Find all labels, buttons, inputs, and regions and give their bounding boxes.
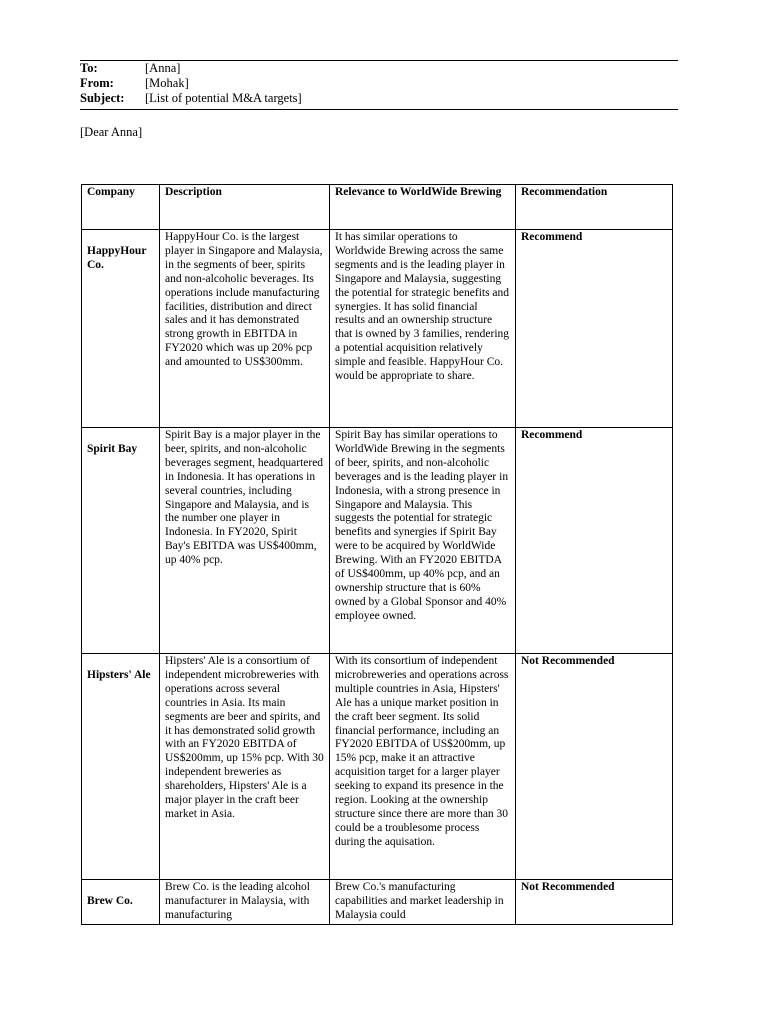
recommendation-cell: Recommend (516, 428, 673, 654)
memo-header (80, 61, 302, 106)
targets-table (81, 184, 673, 925)
memo-from-row (80, 76, 302, 91)
table-header-row (82, 185, 673, 230)
header-bottom-rule (80, 109, 678, 110)
company-name: Brew Co. (87, 895, 133, 907)
company-cell (82, 230, 160, 428)
recommendation-cell: Not Recommended (516, 654, 673, 880)
relevance-cell: Brew Co.'s manufacturing capabilities and market leadership in Malaysia could (330, 880, 516, 925)
company-cell (82, 654, 160, 880)
greeting: [Dear Anna] (80, 125, 143, 139)
memo-to-label: To: (80, 61, 98, 75)
company-cell (82, 428, 160, 654)
table-row (82, 428, 673, 654)
recommendation-cell: Not Recommended (516, 880, 673, 925)
memo-subject-value: [List of potential M&A targets] (145, 91, 302, 105)
company-name: HappyHour Co. (87, 245, 147, 271)
column-header-relevance: Relevance to WorldWide Brewing (330, 185, 516, 230)
company-cell (82, 880, 160, 925)
table-row (82, 654, 673, 880)
column-header-company: Company (82, 185, 160, 230)
table-row (82, 880, 673, 925)
description-cell: Hipsters' Ale is a consortium of independent microbreweries with operations across several countries in Asia. Its main segments are beer and spirits, and it has demonstrated solid growth with an FY2020 EBITDA of US$200mm, up 15% pcp. With 30 independent breweries as shareholders, Hipsters' Ale is a major player in the craft beer market in Asia. (160, 654, 330, 880)
relevance-cell: With its consortium of independent microbreweries and operations across multiple countries in Asia, Hipsters' Ale has a unique market position in the craft beer segment. Its solid financial performance, including an FY2020 EBITDA of US$200mm, up 15% pcp, make it an attractive acquisition target for a larger player seeking to expand its presence in the region. Looking at the ownership structure since there are more than 30 could be a troublesome process during the aquisation. (330, 654, 516, 880)
description-cell: HappyHour Co. is the largest player in Singapore and Malaysia, in the segments of beer, spirits and non-alcoholic beverages. Its operations include manufacturing facilities, distribution and direct sales and it has demonstrated strong growth in EBITDA in FY2020 which was up 20% pcp and amounted to US$300mm. (160, 230, 330, 428)
memo-to-row (80, 61, 302, 76)
memo-from-label: From: (80, 76, 114, 90)
company-name: Hipsters' Ale (87, 669, 151, 681)
description-cell: Brew Co. is the leading alcohol manufacturer in Malaysia, with manufacturing (160, 880, 330, 925)
memo-to-value: [Anna] (145, 61, 181, 75)
column-header-recommendation: Recommendation (516, 185, 673, 230)
company-name: Spirit Bay (87, 443, 138, 455)
relevance-cell: Spirit Bay has similar operations to WorldWide Brewing in the segments of beer, spirits, and non-alcoholic beverages and is the leading player in Indonesia, with a strong presence in Singapore and Malaysia. This suggests the potential for strategic benefits and synergies if Spirit Bay were to be acquired by WorldWide Brewing. With an FY2020 EBITDA of US$400mm, up 40% pcp, and an ownership structure that is 60% owned by a Global Sponsor and 40% employee owned. (330, 428, 516, 654)
column-header-description: Description (160, 185, 330, 230)
table-row (82, 230, 673, 428)
memo-from-value: [Mohak] (145, 76, 189, 90)
relevance-cell: It has similar operations to Worldwide Brewing across the same segments and is the leading player in Singapore and Malaysia, suggesting the potential for strategic benefits and synergies. It has solid financial results and an ownership structure that is owned by 3 families, rendering a potential acquisition relatively simple and feasible. HappyHour Co. would be appropriate to share. (330, 230, 516, 428)
memo-subject-label: Subject: (80, 91, 125, 105)
description-cell: Spirit Bay is a major player in the beer, spirits, and non-alcoholic beverages segment, headquartered in Indonesia. It has operations in several countries, including Singapore and Malaysia, and is the number one player in Indonesia. In FY2020, Spirit Bay's EBITDA was US$400mm, up 40% pcp. (160, 428, 330, 654)
memo-subject-row (80, 91, 302, 106)
recommendation-cell: Recommend (516, 230, 673, 428)
